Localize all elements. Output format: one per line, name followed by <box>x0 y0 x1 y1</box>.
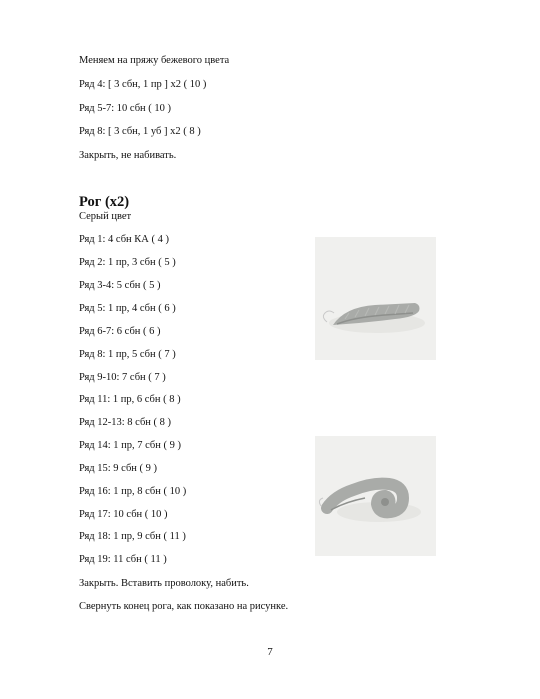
horn-row-6: Ряд 8: 1 пр, 5 сбн ( 7 ) <box>79 349 176 360</box>
horn-color: Серый цвет <box>79 211 132 222</box>
horn-row-4: Ряд 5: 1 пр, 4 сбн ( 6 ) <box>79 303 176 314</box>
photo-curled-horn <box>315 436 436 556</box>
horn-row-11: Ряд 15: 9 сбн ( 9 ) <box>79 463 158 474</box>
horn-row-7: Ряд 9-10: 7 сбн ( 7 ) <box>79 372 166 383</box>
horn-closing-1: Закрыть. Вставить проволоку, набить. <box>79 578 249 589</box>
horn-row-2: Ряд 2: 1 пр, 3 сбн ( 5 ) <box>79 257 176 268</box>
horn-row-9: Ряд 12-13: 8 сбн ( 8 ) <box>79 417 172 428</box>
horn-row-8: Ряд 11: 1 пр, 6 сбн ( 8 ) <box>79 394 181 405</box>
horn-row-14: Ряд 18: 1 пр, 9 сбн ( 11 ) <box>79 531 186 542</box>
horn-row-13: Ряд 17: 10 сбн ( 10 ) <box>79 509 168 520</box>
horn-row-3: Ряд 3-4: 5 сбн ( 5 ) <box>79 280 161 291</box>
horn-closing-2: Свернуть конец рога, как показано на рисунке. <box>79 601 289 612</box>
section-title-horn: Рог (х2) <box>79 194 130 210</box>
intro-line-2: Ряд 4: [ 3 сбн, 1 пр ] х2 ( 10 ) <box>79 79 207 90</box>
horn-row-1: Ряд 1: 4 сбн КА ( 4 ) <box>79 234 169 245</box>
photo-straight-horn <box>315 237 436 360</box>
horn-row-12: Ряд 16: 1 пр, 8 сбн ( 10 ) <box>79 486 187 497</box>
intro-line-3: Ряд 5-7: 10 сбн ( 10 ) <box>79 103 172 114</box>
horn-row-15: Ряд 19: 11 сбн ( 11 ) <box>79 554 167 565</box>
curled-horn-illustration <box>315 436 436 556</box>
straight-horn-illustration <box>315 237 436 360</box>
horn-row-5: Ряд 6-7: 6 сбн ( 6 ) <box>79 326 161 337</box>
page-number: 7 <box>267 646 273 658</box>
intro-line-1: Меняем на пряжу бежевого цвета <box>79 55 230 66</box>
intro-line-4: Ряд 8: [ 3 сбн, 1 уб ] х2 ( 8 ) <box>79 126 201 137</box>
intro-line-5: Закрыть, не набивать. <box>79 150 177 161</box>
horn-row-10: Ряд 14: 1 пр, 7 сбн ( 9 ) <box>79 440 182 451</box>
